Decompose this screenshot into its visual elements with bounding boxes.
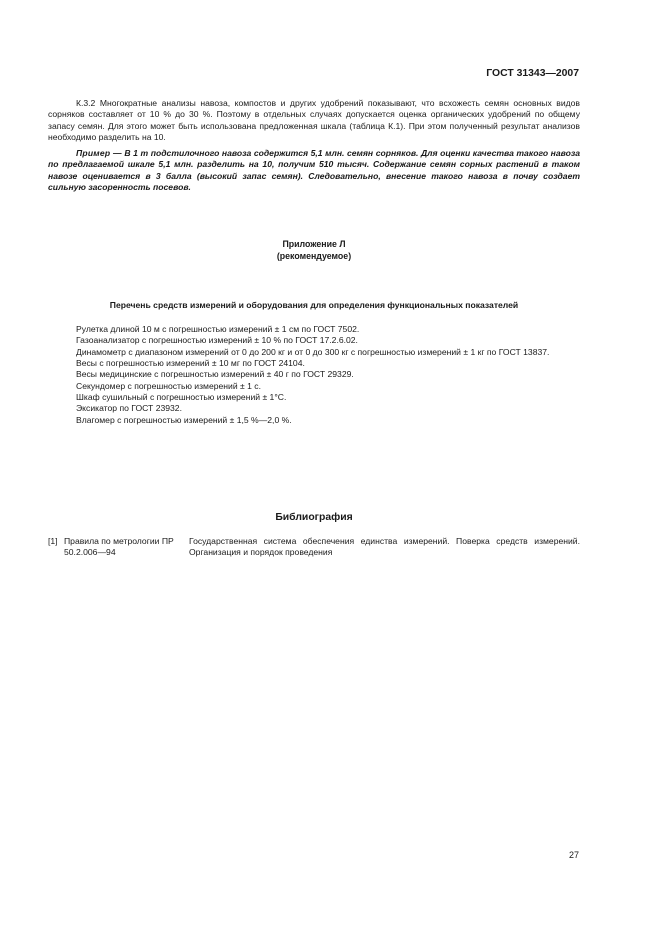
- list-item: Газоанализатор с погрешностью измерений ± 10 % по ГОСТ 17.2.6.02.: [76, 335, 358, 346]
- list-item: Весы медицинские с погрешностью измерений ± 40 г по ГОСТ 29329.: [76, 369, 354, 380]
- bibliography-title: Библиография: [275, 512, 353, 523]
- list-item: Рулетка длиной 10 м с погрешностью измерений ± 1 см по ГОСТ 7502.: [76, 324, 360, 334]
- appendix-subtitle: (рекомендуемое): [276, 251, 352, 262]
- list-item: Секундомер с погрешностью измерений ± 1 с.: [76, 380, 261, 391]
- equipment-list: [48, 324, 580, 426]
- equipment-list-title: Перечень средств измерений и оборудования для определения функциональных показателей: [109, 300, 519, 310]
- document-standard-number: ГОСТ 31343—2007: [486, 68, 579, 79]
- list-item: Весы с погрешностью измерений ± 10 мг по ГОСТ 24104.: [76, 358, 305, 369]
- page-number: 27: [568, 850, 579, 860]
- paragraph-k-3-2: К.3.2 Многократные анализы навоза, компостов и других удобрений показывают, что всхожесть семян основных видов сорняков составляет от 10 % до 30 %. Поэтому в отдельных случаях допускается оценка органических удобрений по общему запасу семян. Для этого может быть использована предложенная шкала (таблица К.1). При этом полученный результат анализов необходимо разделить на 10.: [48, 98, 580, 143]
- appendix-title: Приложение Л: [282, 239, 346, 249]
- list-item: Эксикатор по ГОСТ 23932.: [76, 403, 182, 414]
- appendix-heading: [48, 238, 580, 263]
- list-item: Влагомер с погрешностью измерений ± 1,5 %—2,0 %.: [76, 414, 292, 425]
- example-label: Пример —: [76, 148, 122, 158]
- bibliography-number: [1]: [48, 536, 58, 546]
- list-item: Динамометр с диапазоном измерений от 0 до 200 кг и от 0 до 300 кг с погрешностью измерений ± 1 кг по ГОСТ 13837.: [76, 346, 550, 357]
- bibliography-description: Государственная система обеспечения единства измерений. Поверка средств измерений. Организация и порядок проведения: [189, 536, 580, 558]
- list-item: Шкаф сушильный с погрешностью измерений ± 1°С.: [76, 392, 287, 403]
- bibliography-source: Правила по метрологии ПР 50.2.006—94: [64, 536, 174, 558]
- example-text: В 1 т подстилочного навоза содержится 5,1 млн. семян сорняков. Для оценки качества такого навоза по предлагаемой шкале 5,1 млн. разделить на 10, получим 510 тысяч. Содержание семян сорных растений в таком навозе оценивается в 3 балла (высокий запас семян). Следовательно, внесение такого навоза в почву создает сильную засоренность посевов.: [48, 148, 580, 193]
- example-paragraph: [48, 148, 580, 193]
